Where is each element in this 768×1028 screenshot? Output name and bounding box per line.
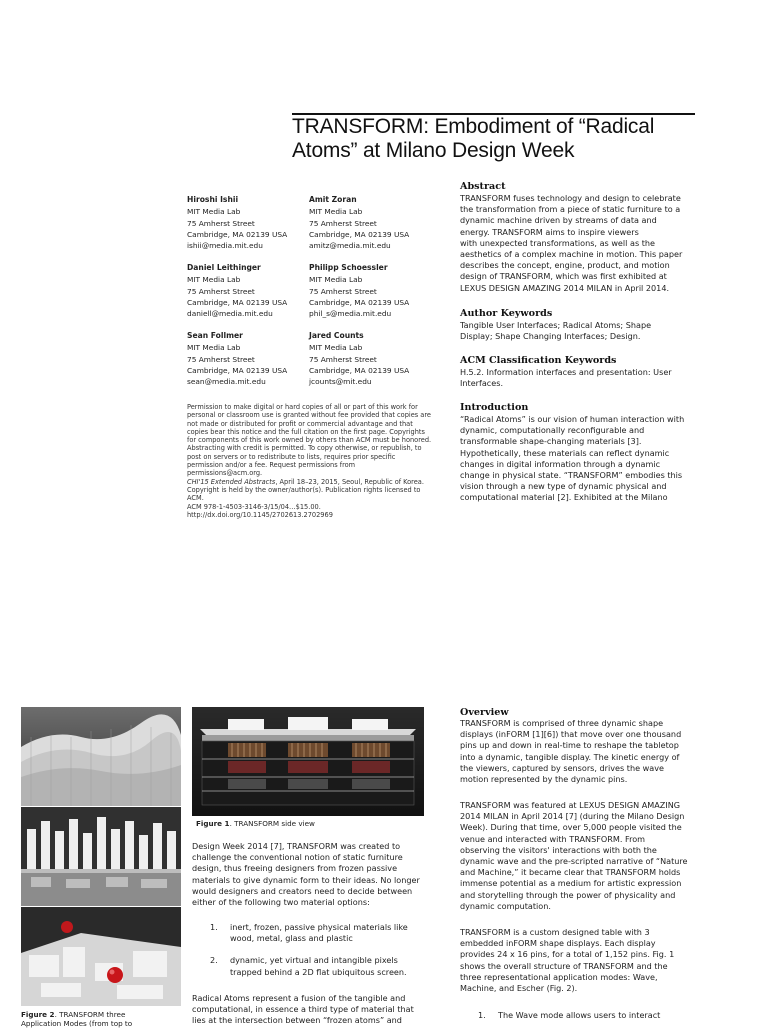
paper-title (292, 115, 702, 163)
figure2-text: . TRANSFORM three (54, 1010, 126, 1019)
author-email: phil_s@media.mit.edu (309, 309, 392, 319)
abstract-line: TRANSFORM fuses technology and design to celebrate (460, 193, 681, 203)
paragraph-line: venue and interacted with TRANSFORM. From (460, 833, 646, 844)
author-email: daniell@media.mit.edu (187, 309, 273, 319)
introduction-line: vision through a new type of dynamic physical and (460, 481, 667, 492)
paragraph-line: lies at the intersection between “frozen atoms” and (192, 1015, 402, 1026)
author-street: 75 Amherst Street (187, 218, 255, 228)
permission-line: post on servers or to redistribute to lists, requires prior specific (187, 452, 396, 461)
author-city: Cambridge, MA 02139 USA (309, 365, 410, 375)
keywords-heading: Author Keywords (460, 308, 553, 319)
paragraph-line: into a dynamic, tangible display. The kinetic energy of (460, 751, 680, 762)
author-name: Philipp Schoessler (309, 263, 388, 272)
paragraph-line: 2014 MILAN in April 2014 [7] (during the Milano Design (460, 811, 685, 822)
design-week-paragraph (192, 841, 432, 908)
figure1-text: . TRANSFORM side view (229, 819, 315, 828)
list-item-line: inert, frozen, passive physical materials like (230, 922, 408, 932)
figure2-label: Figure 2 (21, 1010, 55, 1019)
introduction-line: changes in digital information through a dynamic (460, 458, 661, 469)
permission-line: Permission to make digital or hard copies of all or part of this work for (187, 403, 418, 411)
author-block (309, 194, 431, 251)
author-block (309, 330, 431, 387)
paragraph-line: observing the visitors' interactions with both the (460, 844, 657, 855)
figure2-text-line2: Application Modes (from top to (21, 1019, 133, 1028)
list-item-text: The Wave mode allows users to interact (498, 1010, 661, 1020)
abstract-line: energy. TRANSFORM aims to inspire viewers (460, 226, 639, 237)
conference-line (187, 478, 442, 486)
paragraph-line: pins up and down in real-time to reshape the tabletop (460, 740, 679, 751)
author-name: Sean Follmer (187, 331, 243, 340)
introduction-line: transformable shape-changing materials [3]. (460, 436, 642, 447)
introduction-line: computational material [2]. Exhibited at the Milano (460, 492, 668, 503)
permission-line: personal or classroom use is granted without fee provided that copies are (187, 411, 431, 420)
paragraph-line: Design Week 2014 [7], TRANSFORM was created to (192, 841, 401, 851)
copyright-line: Copyright is held by the owner/author(s). Publication rights licensed to (187, 485, 421, 494)
paragraph-line: and Machine,” it became clear that TRANSFORM holds (460, 867, 681, 878)
paragraph-line: provides 24 x 16 pins, for a total of 1,152 pins. Fig. 1 (460, 949, 675, 960)
paragraph-line: TRANSFORM was featured at LEXUS DESIGN AMAZING (460, 800, 681, 810)
wave-mode-item (478, 1010, 700, 1021)
keywords-line: Tangible User Interfaces; Radical Atoms; Shape (460, 320, 652, 330)
author-city: Cambridge, MA 02139 USA (187, 229, 288, 239)
introduction-text (460, 414, 700, 504)
introduction-line: dynamic, computationally reconfigurable and (460, 425, 645, 436)
permission-line: Abstracting with credit is permitted. To copy otherwise, or republish, to (187, 444, 422, 453)
figure2-caption (21, 1010, 132, 1028)
author-name: Jared Counts (309, 331, 364, 340)
permission-email: permissions@acm.org. (187, 469, 263, 478)
abstract-line: aesthetics of a complex machine in motion. This paper (460, 249, 683, 260)
author-email: amitz@media.mit.edu (309, 241, 391, 251)
author-block (187, 330, 309, 387)
acm-text (460, 367, 700, 389)
paragraph-line: either of the following two material options: (192, 897, 370, 908)
author-street: 75 Amherst Street (309, 354, 377, 364)
isbn-line: ACM 978-1-4503-3146-3/15/04…$15.00. (187, 502, 321, 511)
abstract-line: describes the concept, engine, product, and motion (460, 260, 670, 271)
acm-line: H.5.2. Information interfaces and presentation: User (460, 367, 672, 377)
author-city: Cambridge, MA 02139 USA (187, 297, 288, 307)
figure2-machine-photo (21, 807, 181, 906)
abstract-line: LEXUS DESIGN AMAZING 2014 MILAN in April 2014. (460, 282, 670, 293)
author-block (187, 262, 309, 319)
overview-paragraph-2 (460, 800, 700, 912)
copyright-line: ACM. (187, 494, 204, 503)
list-item-line: dynamic, yet virtual and intangible pixels (230, 955, 398, 966)
author-email: sean@media.mit.edu (187, 377, 266, 387)
introduction-line: Hypothetically, these materials can reflect dynamic (460, 447, 670, 458)
author-email: ishii@media.mit.edu (187, 241, 263, 251)
permission-line: permission and/or a fee. Request permissions from (187, 461, 356, 470)
paragraph-line: and storytelling through the power of physicality and (460, 889, 676, 900)
radical-atoms-paragraph (192, 993, 432, 1027)
paragraph-line: embedded inFORM shape displays. Each display (460, 938, 656, 949)
abstract-line: design of TRANSFORM, which was first exhibited at (460, 271, 667, 282)
title-line: TRANSFORM: Embodiment of “Radical (292, 115, 655, 138)
author-street: 75 Amherst Street (187, 286, 255, 296)
list-item (210, 922, 440, 944)
paragraph-line: immense potential as a medium for artistic expression (460, 878, 682, 889)
acm-line: Interfaces. (460, 378, 504, 389)
abstract-line: dynamic machine driven by streams of data and (460, 215, 657, 226)
abstract-heading: Abstract (460, 181, 506, 192)
doi-link[interactable]: http://dx.doi.org/10.1145/2702613.2702969 (187, 510, 333, 519)
abstract-line: with unexpected transformations, as well as the (460, 237, 656, 248)
author-affiliation: MIT Media Lab (309, 343, 363, 353)
figure1-caption (196, 819, 315, 828)
paragraph-line: the viewers, captured by sensors, drives the wave (460, 762, 665, 773)
overview-paragraph-1 (460, 718, 700, 785)
author-street: 75 Amherst Street (309, 286, 377, 296)
paragraph-line: computational, in essence a third type of material that (192, 1004, 414, 1015)
author-affiliation: MIT Media Lab (309, 275, 363, 285)
material-options-list (210, 922, 440, 978)
author-name: Amit Zoran (309, 195, 357, 204)
list-number: 1. (478, 1010, 486, 1020)
list-number: 2. (210, 955, 218, 966)
paragraph-line: shows the overall structure of TRANSFORM and the (460, 960, 668, 971)
paragraph-line: challenge the conventional notion of static furniture (192, 852, 403, 863)
figure2-escher-photo (21, 907, 181, 1006)
title-line: Atoms” at Milano Design Week (292, 139, 575, 162)
paragraph-line: motion represented by the dynamic pins. (460, 774, 628, 785)
author-block (309, 262, 431, 319)
paragraph-line: dynamic wave and the pre-scripted narrative of “Nature (460, 856, 688, 867)
overview-heading: Overview (460, 707, 509, 718)
paragraph-line: Machine, and Escher (Fig. 2). (460, 983, 578, 994)
author-email: jcounts@mit.edu (309, 377, 372, 387)
paragraph-line: materials to give dynamic form to their ideas. No longer (192, 874, 420, 885)
introduction-line: “Radical Atoms” is our vision of human interaction with (460, 414, 685, 424)
list-item-line: wood, metal, glass and plastic (230, 933, 353, 944)
author-city: Cambridge, MA 02139 USA (309, 229, 410, 239)
author-affiliation: MIT Media Lab (309, 207, 363, 217)
figure2-wave-photo (21, 707, 181, 806)
author-street: 75 Amherst Street (309, 218, 377, 228)
author-affiliation: MIT Media Lab (187, 207, 241, 217)
paragraph-line: three representational application modes: Wave, (460, 971, 658, 982)
author-city: Cambridge, MA 02139 USA (309, 297, 410, 307)
introduction-heading: Introduction (460, 402, 529, 413)
permission-line: not made or distributed for profit or commercial advantage and that (187, 419, 413, 428)
acm-heading: ACM Classification Keywords (460, 355, 617, 366)
abstract-line: the transformation from a piece of static furniture to a (460, 204, 681, 215)
keywords-line: Display; Shape Changing Interfaces; Design. (460, 331, 641, 342)
author-name: Hiroshi Ishii (187, 195, 239, 204)
paragraph-line: displays (inFORM [1][6]) that move over one thousand (460, 729, 682, 740)
figure1-side-view-photo (192, 707, 424, 816)
paragraph-line: Radical Atoms represent a fusion of the tangible and (192, 993, 406, 1003)
overview-paragraph-3 (460, 927, 700, 994)
author-name: Daniel Leithinger (187, 263, 261, 272)
figure1-label: Figure 1 (196, 819, 230, 828)
introduction-line: change in physical state. “TRANSFORM” embodies this (460, 470, 683, 481)
permission-line: for components of this work owned by others than ACM must be honored. (187, 436, 432, 445)
permission-line: copies bear this notice and the full citation on the first page. Copyrights (187, 427, 425, 436)
paragraph-line: dynamic computation. (460, 900, 551, 911)
author-city: Cambridge, MA 02139 USA (187, 365, 288, 375)
author-affiliation: MIT Media Lab (187, 343, 241, 353)
conference-details: , April 18–23, 2015, Seoul, Republic of Korea. (275, 477, 424, 486)
paragraph-line: would designers and creators need to decide between (192, 885, 413, 896)
author-street: 75 Amherst Street (187, 354, 255, 364)
keywords-text (460, 320, 700, 342)
paragraph-line: design, thus freeing designers from frozen passive (192, 863, 398, 874)
author-block (187, 194, 309, 251)
list-item (210, 955, 440, 977)
permission-notice (187, 403, 442, 519)
paragraph-line: TRANSFORM is comprised of three dynamic shape (460, 718, 664, 728)
list-item-line: trapped behind a 2D flat ubiquitous screen. (230, 966, 407, 977)
paragraph-line: Week). During that time, over 5,000 people visited the (460, 822, 682, 833)
author-affiliation: MIT Media Lab (187, 275, 241, 285)
abstract-text (460, 193, 700, 294)
paragraph-line: TRANSFORM is a custom designed table with 3 (460, 927, 650, 937)
conference-name: CHI'15 Extended Abstracts (187, 477, 276, 486)
list-number: 1. (210, 922, 218, 932)
